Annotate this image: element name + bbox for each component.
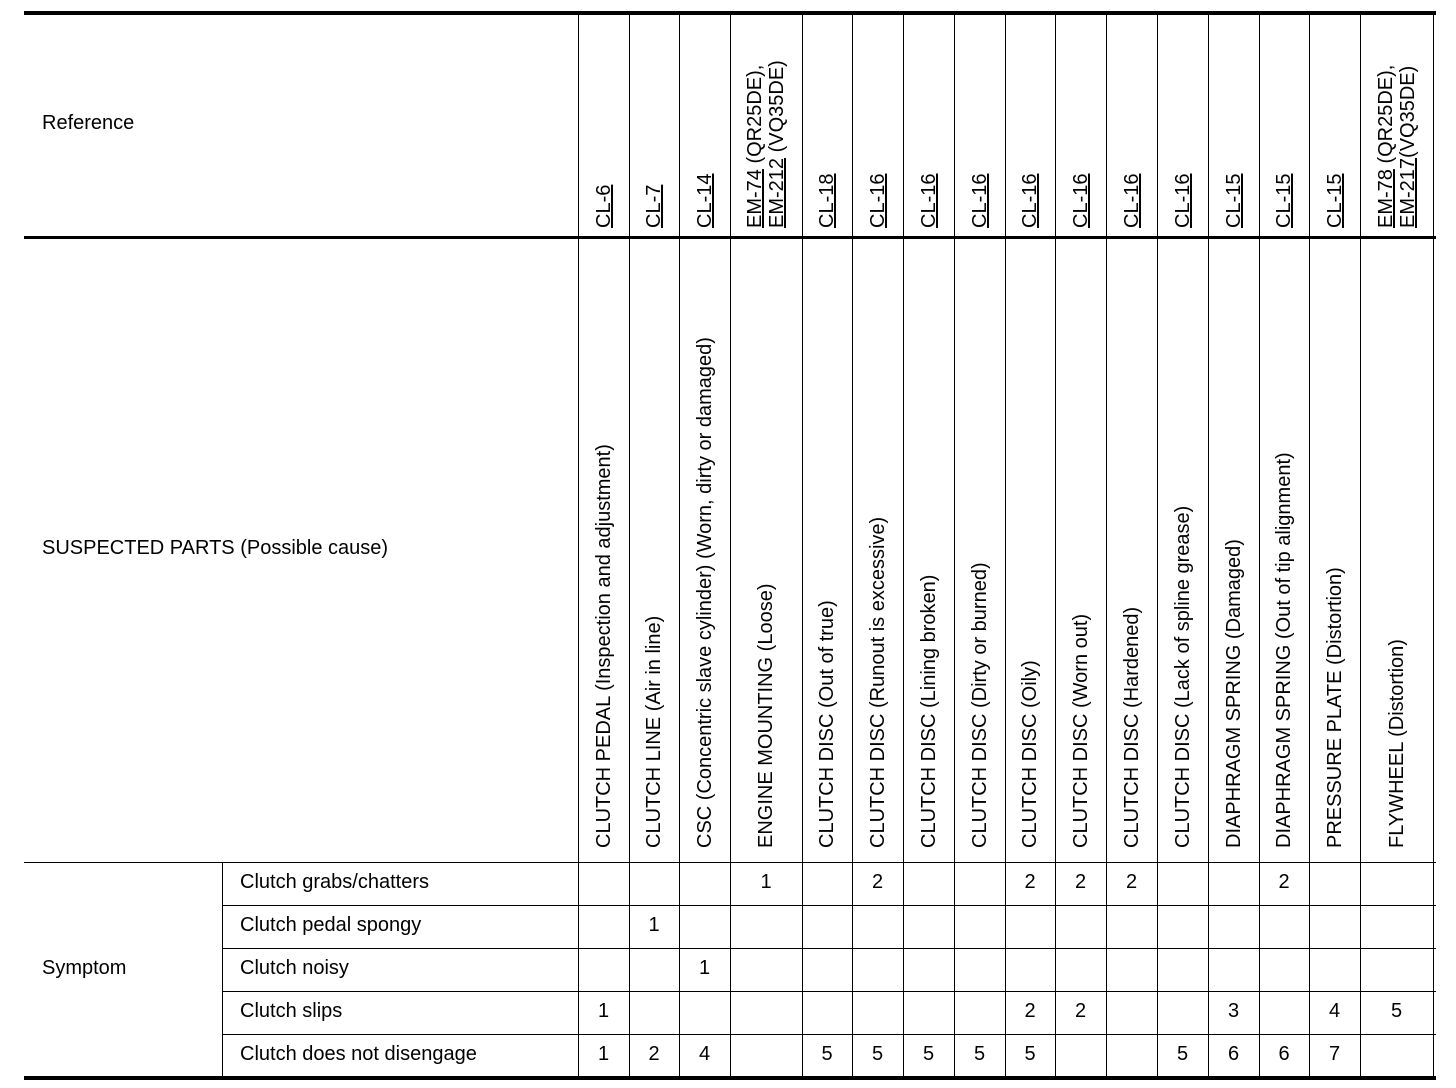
column-line [1106, 14, 1107, 1077]
reference-text [867, 174, 889, 228]
symptom-row-label: Clutch slips [240, 1000, 343, 1022]
priority-value: 2 [1278, 871, 1290, 893]
reference-text [1324, 174, 1346, 228]
reference-link[interactable]: CL-16 [1070, 173, 1092, 228]
suspected-part-text: ENGINE MOUNTING (Loose) [755, 583, 777, 848]
reference-link[interactable]: CL-15 [1324, 173, 1346, 228]
reference-link[interactable]: CL-6 [593, 184, 615, 228]
reference-text [593, 185, 615, 228]
priority-value: 5 [1024, 1043, 1036, 1065]
column-line [903, 14, 904, 1077]
symptom-row-label: Clutch grabs/chatters [240, 871, 429, 893]
priority-value: 4 [1328, 1000, 1341, 1022]
suspected-part-text: CLUTCH DISC (Lining broken) [918, 574, 940, 848]
priority-value: 1 [760, 871, 772, 893]
reference-suffix: (VQ35DE) [1397, 65, 1419, 158]
column-line [852, 14, 853, 1077]
reference-text [1375, 65, 1397, 228]
priority-value: 1 [597, 1043, 610, 1065]
rule-line [222, 991, 1436, 992]
reference-text [643, 185, 665, 228]
reference-link[interactable]: CL-16 [969, 173, 991, 228]
suspected-part-text: CSC (Concentric slave cylinder) (Worn, dirty or damaged) [694, 337, 716, 848]
priority-value: 2 [1074, 1000, 1087, 1022]
reference-label: Reference [42, 112, 135, 134]
column-line [578, 14, 579, 1077]
column-line [1309, 14, 1310, 1077]
reference-suffix: (QR25DE), [744, 64, 766, 170]
column-line [1360, 14, 1361, 1077]
reference-link[interactable]: CL-16 [1121, 173, 1143, 228]
reference-link[interactable]: CL-15 [1273, 173, 1295, 228]
reference-link[interactable]: EM-212 [766, 157, 788, 228]
reference-text [969, 174, 991, 228]
suspected-parts-label: SUSPECTED PARTS (Possible cause) [42, 537, 389, 559]
priority-value: 5 [871, 1043, 884, 1065]
column-line [1259, 14, 1260, 1077]
symptom-row-label: Clutch pedal spongy [240, 914, 422, 936]
rule-line [222, 948, 1436, 949]
priority-value: 2 [1074, 871, 1087, 893]
column-line [1055, 14, 1056, 1077]
priority-value: 2 [648, 1043, 660, 1065]
reference-link[interactable]: CL-16 [918, 173, 940, 228]
reference-link[interactable]: CL-7 [643, 184, 665, 228]
reference-text [1019, 174, 1041, 228]
column-line [1208, 14, 1209, 1077]
symptom-row-label: Clutch noisy [240, 957, 349, 979]
reference-text [1070, 174, 1092, 228]
rule-line [222, 905, 1436, 906]
priority-value: 5 [1390, 1000, 1403, 1022]
symptom-label: Symptom [42, 957, 127, 979]
reference-text [918, 174, 940, 228]
reference-suffix: (VQ35DE) [766, 60, 788, 158]
priority-value: 6 [1278, 1043, 1290, 1065]
reference-link[interactable]: CL-15 [1223, 173, 1245, 228]
priority-value: 1 [648, 914, 660, 936]
suspected-part-text: CLUTCH DISC (Oily) [1019, 660, 1041, 848]
column-line [802, 14, 803, 1077]
suspected-part-text: FLYWHEEL (Distortion) [1386, 639, 1408, 848]
suspected-part-text: CLUTCH LINE (Air in line) [643, 615, 665, 848]
reference-link[interactable]: EM-78 [1375, 169, 1397, 228]
reference-link[interactable]: CL-18 [816, 173, 838, 228]
priority-value: 5 [821, 1043, 833, 1065]
priority-value: 5 [973, 1043, 986, 1065]
reference-link[interactable]: CL-16 [1172, 173, 1194, 228]
priority-value: 5 [922, 1043, 935, 1065]
reference-link[interactable]: EM-74 [744, 169, 766, 228]
rule-line [222, 1034, 1436, 1035]
suspected-part-text: DIAPHRAGM SPRING (Damaged) [1223, 539, 1245, 848]
reference-text [1172, 174, 1194, 228]
reference-text [1223, 174, 1245, 228]
column-line [679, 14, 680, 1077]
reference-text [1121, 174, 1143, 228]
suspected-part-text: CLUTCH DISC (Runout is excessive) [867, 516, 889, 848]
reference-text [694, 174, 716, 228]
reference-text [1273, 174, 1295, 228]
symptom-row-label: Clutch does not disengage [240, 1043, 477, 1065]
column-line [222, 862, 223, 1077]
priority-value: 4 [698, 1043, 711, 1065]
priority-value: 3 [1227, 1000, 1240, 1022]
priority-value: 2 [1024, 871, 1036, 893]
priority-value: 2 [1125, 871, 1138, 893]
reference-text [766, 60, 788, 228]
suspected-part-text: CLUTCH DISC (Lack of spline grease) [1172, 505, 1194, 848]
priority-value: 5 [1176, 1043, 1189, 1065]
suspected-part-text: CLUTCH PEDAL (Inspection and adjustment) [593, 444, 615, 848]
suspected-part-text: PRESSURE PLATE (Distortion) [1324, 567, 1346, 848]
column-line [954, 14, 955, 1077]
column-line [1005, 14, 1006, 1077]
priority-value: 2 [1024, 1000, 1036, 1022]
priority-value: 7 [1328, 1043, 1341, 1065]
reference-link[interactable]: EM-217 [1397, 157, 1419, 228]
priority-value: 1 [597, 1000, 610, 1022]
reference-suffix: (QR25DE), [1375, 64, 1397, 170]
reference-text [1397, 66, 1419, 228]
column-line [730, 14, 731, 1077]
priority-value: 2 [871, 871, 884, 893]
suspected-part-text: CLUTCH DISC (Worn out) [1070, 613, 1092, 848]
suspected-part-text: CLUTCH DISC (Dirty or burned) [969, 562, 991, 848]
priority-value: 1 [698, 957, 711, 979]
priority-value: 6 [1227, 1043, 1240, 1065]
reference-link[interactable]: CL-14 [694, 173, 716, 228]
column-line [1157, 14, 1158, 1077]
suspected-part-text: CLUTCH DISC (Hardened) [1121, 606, 1143, 848]
column-line [1433, 14, 1434, 1077]
reference-text [744, 65, 766, 228]
suspected-part-text: CLUTCH DISC (Out of true) [816, 600, 838, 848]
reference-link[interactable]: CL-16 [867, 173, 889, 228]
reference-link[interactable]: CL-16 [1019, 173, 1041, 228]
suspected-part-text: DIAPHRAGM SPRING (Out of tip alignment) [1273, 452, 1295, 848]
reference-text [816, 174, 838, 228]
